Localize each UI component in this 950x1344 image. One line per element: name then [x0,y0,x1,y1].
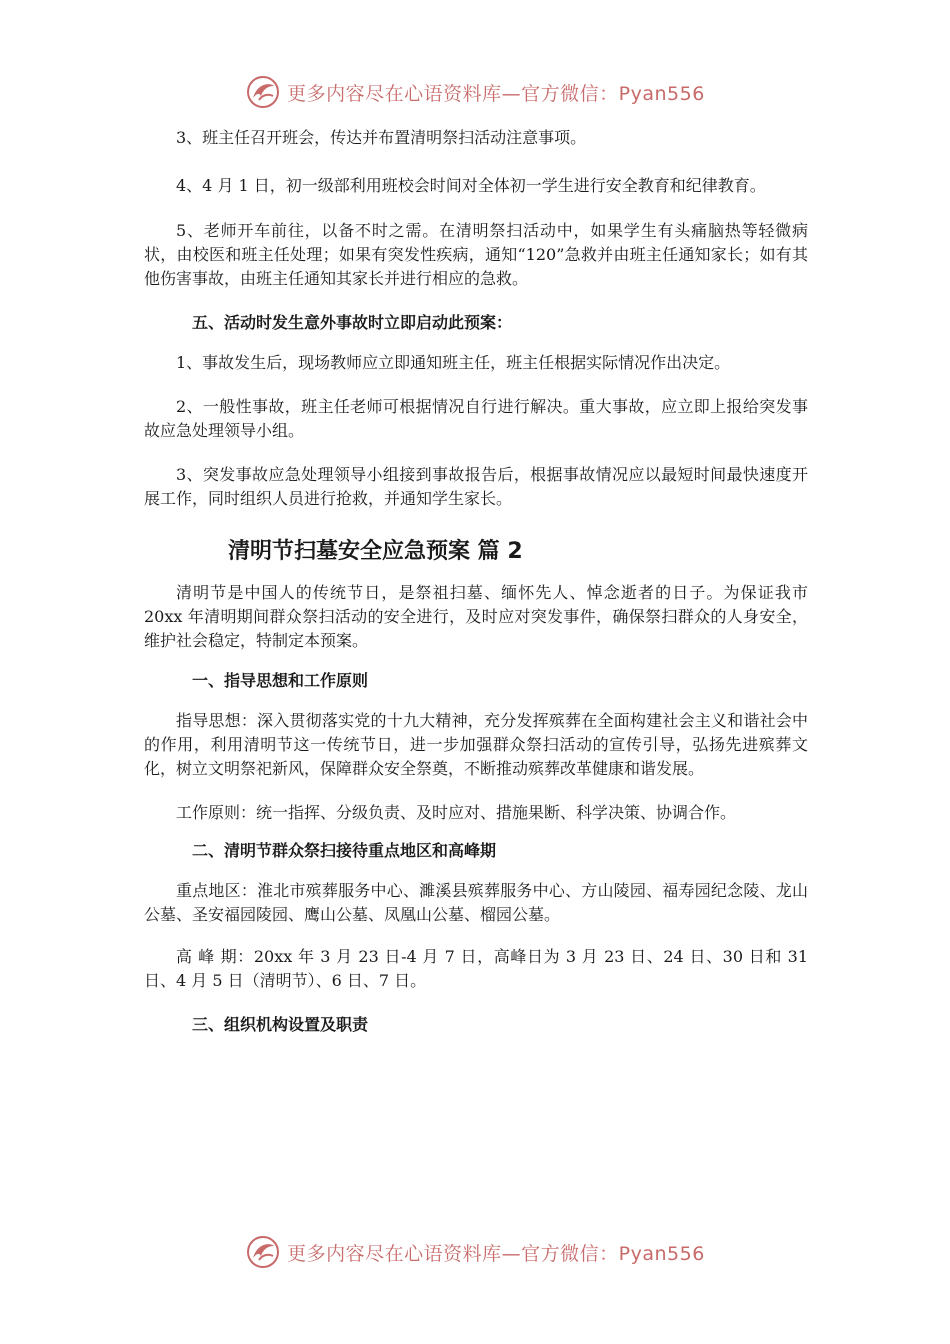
phoenix-logo-icon [245,74,281,110]
item-5-3: 3、突发事故应急处理领导小组接到事故报告后，根据事故情况应以最短时间最快速度开展工作，同时组织人员进行抢救，并通知学生家长。 [144,465,808,508]
heading-key-areas: 二、清明节群众祭扫接待重点地区和高峰期 [192,841,497,860]
banner-text: 更多内容尽在心语资料库—官方微信：Pyan556 [287,1242,705,1265]
banner-text: 更多内容尽在心语资料库—官方微信：Pyan556 [287,82,705,105]
peak-period-paragraph: 高 峰 期：20xx 年 3 月 23 日-4 月 7 日，高峰日为 3 月 23 日、24 日、30 日和 31 日、4 月 5 日（清明节）、6 日、7 日。 [144,947,808,990]
guiding-thought-paragraph: 指导思想：深入贯彻落实党的十九大精神，充分发挥殡葬在全面构建社会主义和谐社会中的作用，利用清明节这一传统节日，进一步加强群众祭扫活动的宣传引导，弘扬先进殡葬文化，树立文明祭祀新风，保障群众安全祭奠，不断推动殡葬改革健康和谐发展。 [144,711,808,778]
item-3: 3、班主任召开班会，传达并布置清明祭扫活动注意事项。 [176,128,587,147]
item-5-1: 1、事故发生后，现场教师应立即通知班主任，班主任根据实际情况作出决定。 [176,353,731,372]
heading-section-5: 五、活动时发生意外事故时立即启动此预案： [192,313,513,332]
document-body [144,126,808,1037]
item-5-2: 2、一般性事故，班主任老师可根据情况自行进行解决。重大事故，应立即上报给突发事故应急处理领导小组。 [144,397,808,440]
article-title: 清明节扫墓安全应急预案 篇 2 [228,539,523,564]
work-principle-paragraph: 工作原则：统一指挥、分级负责、及时应对、措施果断、科学决策、协调合作。 [176,803,737,822]
item-5: 5、老师开车前往，以备不时之需。在清明祭扫活动中，如果学生有头痛脑热等轻微病状，由校医和班主任处理；如果有突发性疾病，通知“120”急救并由班主任通知家长；如有其他伤害事故，由班主任通知其家长并进行相应的急救。 [144,221,808,288]
heading-guiding-principles: 一、指导思想和工作原则 [192,671,369,690]
key-areas-paragraph: 重点地区：淮北市殡葬服务中心、濉溪县殡葬服务中心、方山陵园、福寿园纪念陵、龙山公墓、圣安福园陵园、鹰山公墓、凤凰山公墓、榴园公墓。 [144,881,808,924]
item-4: 4、4 月 1 日，初一级部利用班校会时间对全体初一学生进行安全教育和纪律教育。 [176,176,766,195]
heading-organization: 三、组织机构设置及职责 [192,1015,369,1034]
header-banner [0,72,950,112]
footer-banner [0,1232,950,1272]
intro-paragraph: 清明节是中国人的传统节日，是祭祖扫墓、缅怀先人、悼念逝者的日子。为保证我市 20xx 年清明期间群众祭扫活动的安全进行，及时应对突发事件，确保祭扫群众的人身安全，维护社会稳定，特制定本预案。 [144,583,808,650]
phoenix-logo-icon [245,1234,281,1270]
